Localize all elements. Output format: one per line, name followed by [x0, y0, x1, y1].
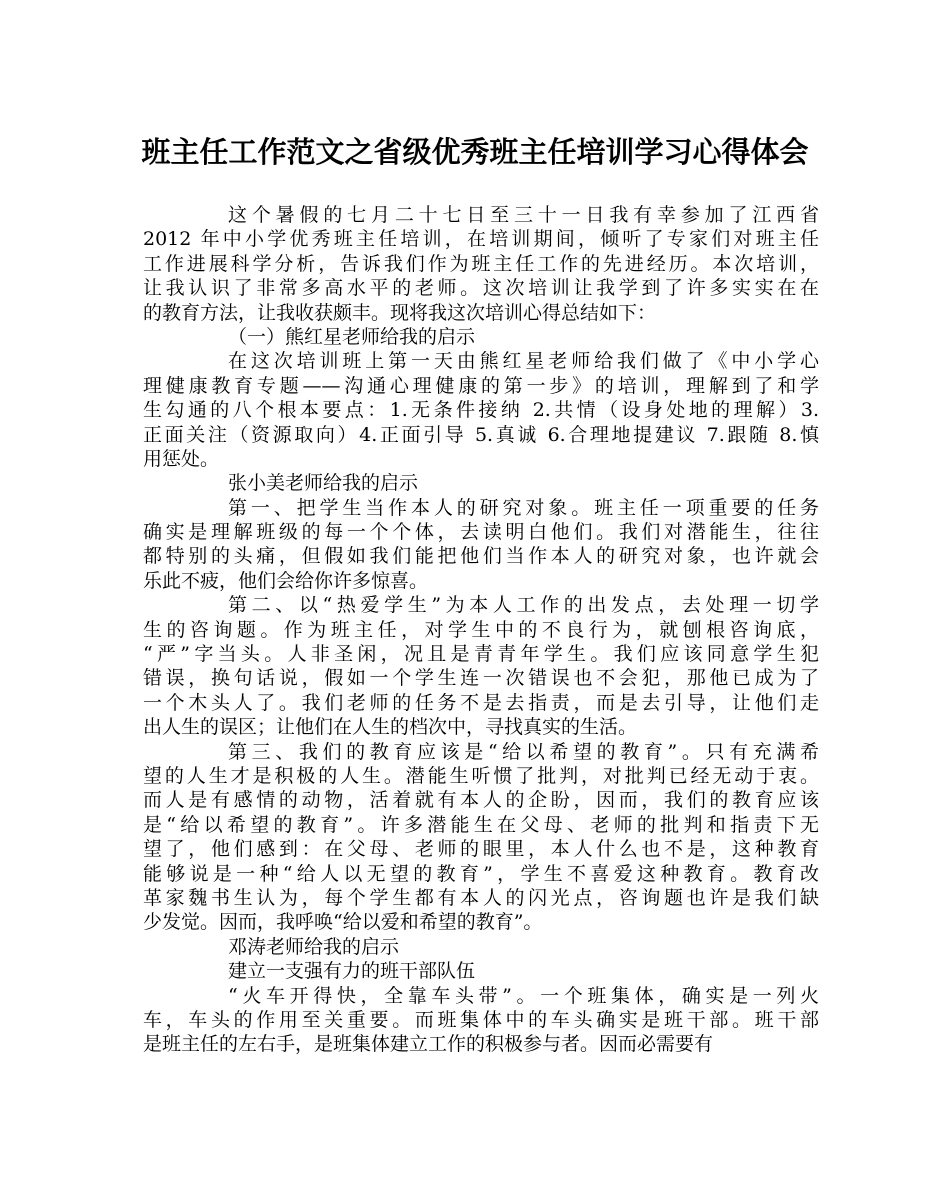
body-line: 出人生的误区；让他们在人生的档次中，寻找真实的生活。	[143, 716, 638, 739]
body-line: 都特别的头痛，但假如我们能把他们当作本人的研究对象，也许就会	[143, 545, 819, 568]
body-line: 望了，他们感到：在父母、老师的眼里，本人什么也不是，这种教育	[143, 838, 819, 861]
body-line: 第二、以“热爱学生”为本人工作的出发点，去处理一切学	[228, 594, 819, 617]
body-line: 理健康教育专题——沟通心理健康的第一步》的培训，理解到了和学	[143, 374, 819, 397]
body-line: 工作进展科学分析，告诉我们作为班主任工作的先进经历。本次培训，	[143, 252, 819, 275]
document-body	[143, 203, 819, 1057]
body-line: 这个暑假的七月二十七日至三十一日我有幸参加了江西省	[228, 204, 819, 226]
body-line: 确实是理解班级的每一个个体，去读明白他们。我们对潜能生，往往	[143, 521, 819, 544]
body-line: 而人是有感情的动物，活着就有本人的企盼，因而，我们的教育应该	[143, 789, 819, 812]
body-line: 乐此不疲，他们会给你许多惊喜。	[143, 569, 429, 592]
body-line: 少发觉。因而，我呼唤“给以爱和希望的教育”。	[143, 911, 543, 934]
body-line: 第三、我们的教育应该是“给以希望的教育”。只有充满希	[228, 740, 819, 763]
body-line: 生勾通的八个根本要点：1.无条件接纳 2.共情（设身处地的理解）3.	[143, 399, 819, 422]
body-line: 车，车头的作用至关重要。而班集体中的车头确实是班干部。班干部	[143, 1008, 819, 1031]
body-line: 用惩处。	[143, 447, 220, 470]
body-line: 的教育方法，让我收获颇丰。现将我这次培训心得总结如下：	[143, 301, 657, 324]
body-line: 能够说是一种“给人以无望的教育”，学生不喜爱这种教育。教育改	[143, 862, 819, 885]
body-line: 正面关注（资源取向）4.正面引导 5.真诚 6.合理地提建议 7.跟随 8.慎	[143, 423, 819, 446]
body-line: 是“给以希望的教育”。许多潜能生在父母、老师的批判和指责下无	[143, 813, 819, 836]
body-line: “严”字当头。人非圣闲，况且是青青年学生。我们应该同意学生犯	[143, 643, 819, 666]
body-line: （一）熊红星老师给我的启示	[228, 325, 476, 348]
body-line: 生的咨询题。作为班主任，对学生中的不良行为，就刨根咨询底，	[143, 618, 819, 641]
body-line: 让我认识了非常多高水平的老师。这次培训让我学到了许多实实在在	[143, 277, 819, 300]
body-line: 革家魏书生认为，每个学生都有本人的闪光点，咨询题也许是我们缺	[143, 886, 819, 909]
body-line: 一个木头人了。我们老师的任务不是去指责，而是去引导，让他们走	[143, 691, 819, 714]
body-line: 邓涛老师给我的启示	[228, 935, 400, 958]
body-line: 在这次培训班上第一天由熊红星老师给我们做了《中小学心	[228, 350, 819, 373]
body-line: 望的人生才是积极的人生。潜能生听惯了批判，对批判已经无动于衷。	[143, 764, 819, 787]
body-line: 建立一支强有力的班干部队伍	[228, 960, 476, 983]
document-title: 班主任工作范文之省级优秀班主任培训学习心得体会	[141, 135, 809, 169]
body-line: 第一、把学生当作本人的研究对象。班主任一项重要的任务	[228, 496, 819, 519]
body-line: 2012 年中小学优秀班主任培训，在培训期间，倾听了专家们对班主任	[143, 228, 819, 251]
body-line: “火车开得快，全靠车头带”。一个班集体，确实是一列火	[228, 984, 819, 1007]
body-line: 张小美老师给我的启示	[228, 472, 419, 495]
body-line: 错误，换句话说，假如一个学生连一次错误也不会犯，那他已成为了	[143, 667, 819, 690]
body-line: 是班主任的左右手，是班集体建立工作的积极参与者。因而必需要有	[143, 1033, 714, 1056]
